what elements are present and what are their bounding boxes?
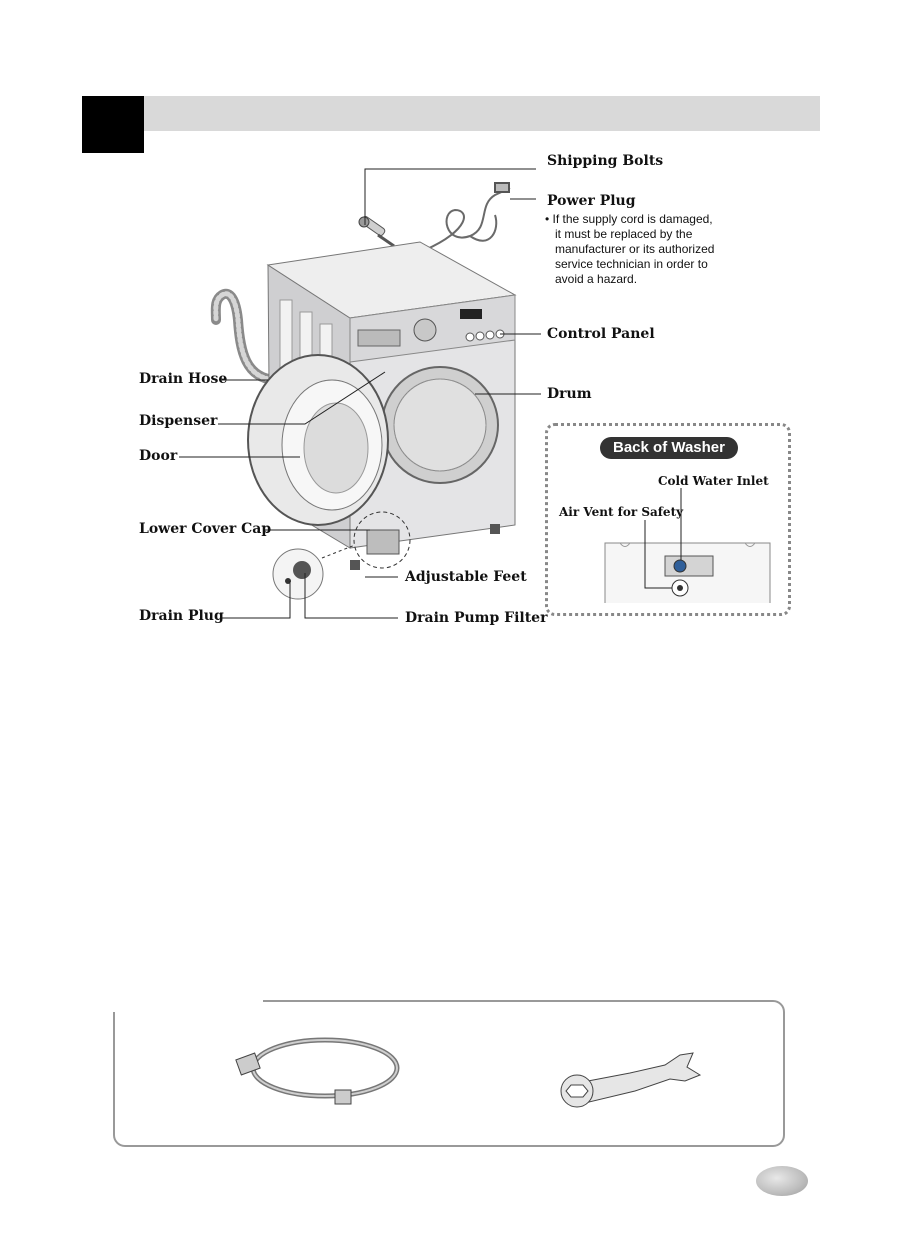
drain-pump-filter-label: Drain Pump Filter bbox=[405, 610, 548, 626]
back-of-washer-title: Back of Washer bbox=[600, 437, 738, 459]
cold-water-inlet-icon bbox=[674, 560, 686, 572]
back-of-washer-illustration bbox=[600, 488, 775, 603]
note-line: avoid a hazard. bbox=[555, 272, 638, 286]
note-line: • If the supply cord is damaged, bbox=[545, 212, 713, 226]
spanner-icon bbox=[555, 1045, 710, 1110]
accessories-tab bbox=[113, 990, 263, 1012]
inlet-hose-icon bbox=[230, 1030, 405, 1115]
cold-water-inlet-label: Cold Water Inlet bbox=[658, 474, 769, 488]
power-plug-note bbox=[545, 212, 725, 287]
note-line: service technician in order to bbox=[555, 257, 708, 271]
door-label: Door bbox=[139, 448, 178, 464]
drain-hose-label: Drain Hose bbox=[139, 371, 228, 387]
adjustable-feet-label: Adjustable Feet bbox=[405, 569, 527, 585]
lower-cover-cap-label: Lower Cover Cap bbox=[139, 521, 272, 537]
dispenser-label: Dispenser bbox=[139, 413, 218, 429]
note-line: manufacturer or its authorized bbox=[555, 242, 715, 256]
note-line: it must be replaced by the bbox=[555, 227, 693, 241]
drain-plug-label: Drain Plug bbox=[139, 608, 224, 624]
power-cord-icon bbox=[425, 183, 510, 250]
dispenser-drawer bbox=[358, 330, 400, 346]
drum-label: Drum bbox=[547, 386, 592, 402]
shipping-bolts-label: Shipping Bolts bbox=[547, 153, 664, 169]
control-panel-label: Control Panel bbox=[547, 326, 655, 342]
power-plug-label: Power Plug bbox=[547, 193, 636, 209]
program-dial bbox=[414, 319, 436, 341]
air-vent-label: Air Vent for Safety bbox=[559, 505, 684, 519]
shipping-bolt-icon bbox=[359, 215, 394, 246]
page-number-badge bbox=[756, 1166, 808, 1196]
